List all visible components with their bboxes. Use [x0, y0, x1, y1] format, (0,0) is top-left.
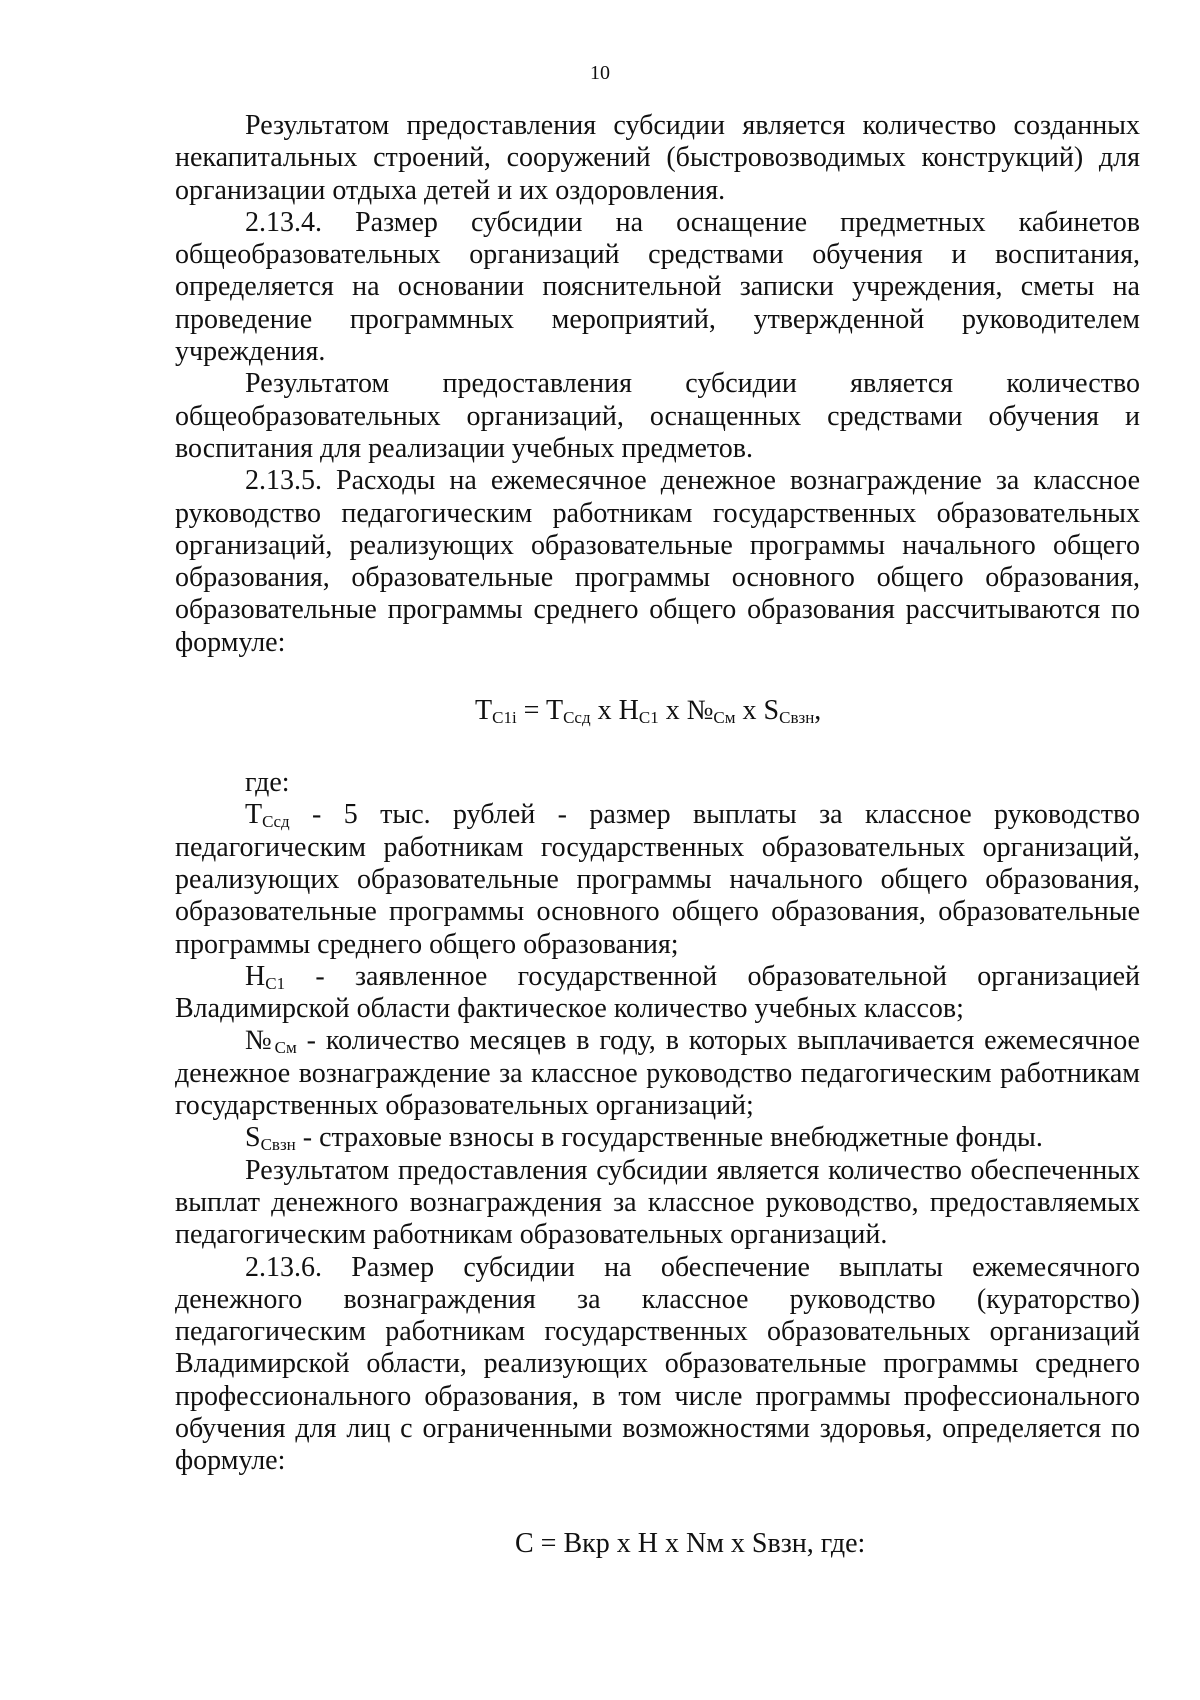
definition-symbol: №	[245, 1025, 275, 1057]
definition-symbol-sub: Свзн	[260, 1135, 296, 1155]
paragraph-result-structures: Результатом предоставления субсидии является количество созданных некапитальных строений, сооружений (быстровозводимых конструкций) для организации отдыха детей и их оздоровления.	[175, 110, 1140, 206]
formula-1-months: №	[686, 695, 714, 727]
formula-1-times: x	[735, 695, 764, 727]
document-body	[175, 110, 1140, 1560]
paragraph-result-payments: Результатом предоставления субсидии является количество обеспеченных выплат денежного вознаграждения за классное руководство, предоставляемых педагогическим работникам образовательных организаций.	[175, 1154, 1140, 1251]
definition-symbol-sub: См	[274, 1038, 297, 1058]
formula-1-term-sub: C1i	[492, 708, 517, 728]
definition-text: - страховые взносы в государственные внебюджетные фонды.	[295, 1122, 1043, 1154]
definition-ncm	[175, 1025, 1140, 1122]
formula-1-rate: T	[545, 695, 564, 727]
formula-1-rate-sub: Cсд	[563, 708, 591, 728]
paragraph-2-13-4: 2.13.4. Размер субсидии на оснащение предметных кабинетов общеобразовательных организаций средствами обучения и воспитания, определяется на основании пояснительной записки учреждения, сметы на проведение программных мероприятий, утвержденной руководителем учреждения.	[175, 206, 1140, 368]
definition-symbol: S	[245, 1122, 261, 1154]
formula-1-times: x	[658, 695, 687, 727]
page-number: 10	[590, 62, 610, 84]
definition-text: - 5 тыс. рублей - размер выплаты за классное руководство педагогическим работникам государственных образовательных организаций, реализующих образовательные программы начального общего образования, образовательные программы основного общего образования, образовательные программы среднего общего образования;	[175, 799, 1140, 960]
definition-scvzn	[175, 1122, 1140, 1154]
paragraph-2-13-5: 2.13.5. Расходы на ежемесячное денежное вознаграждение за классное руководство педагогическим работникам государственных образовательных организаций, реализующих образовательные программы начального общего образования, образовательные программы основного общего образования, образовательные программы среднего общего образования рассчитываются по формуле:	[175, 465, 1140, 658]
formula-1-classes: H	[618, 695, 639, 727]
definition-hc1	[175, 961, 1140, 1026]
formula-1-term: T	[475, 695, 493, 727]
formula-1-months-sub: См	[713, 708, 736, 728]
formula-1	[175, 695, 1140, 727]
definition-symbol: T	[245, 799, 263, 831]
definition-tcsd	[175, 799, 1140, 960]
formula-2: C = Вкр x H x Nм x Sвзн, где:	[515, 1527, 866, 1559]
definition-symbol: H	[245, 960, 266, 992]
definition-symbol-sub: C1	[265, 973, 286, 993]
definition-text: - заявленное государственной образовательной организацией Владимирской области фактическое количество учебных классов;	[175, 960, 1140, 1025]
formula-1-insurance-sub: Свзн	[779, 708, 815, 728]
definition-symbol-sub: Cсд	[262, 812, 290, 832]
formula-1-equals: =	[516, 695, 546, 727]
formula-1-comma: ,	[814, 695, 822, 727]
paragraph-result-equipped: Результатом предоставления субсидии является количество общеобразовательных организаций, оснащенных средствами обучения и воспитания для реализации учебных предметов.	[175, 368, 1140, 464]
formula-1-times: x	[590, 695, 619, 727]
formula-1-classes-sub: C1	[638, 708, 659, 728]
paragraph-2-13-6: 2.13.6. Размер субсидии на обеспечение выплаты ежемесячного денежного вознаграждения за классное руководство (кураторство) педагогическим работникам государственных образовательных организаций Владимирской области, реализующих образовательные программы среднего профессионального образования, в том числе программы профессионального обучения для лиц с ограниченными возможностями здоровья, определяется по формуле:	[175, 1251, 1140, 1477]
definition-text: - количество месяцев в году, в которых выплачивается ежемесячное денежное вознаграждение за классное руководство педагогическим работникам государственных образовательных организаций;	[175, 1025, 1140, 1122]
formula-1-insurance: S	[763, 695, 780, 727]
where-label: где:	[245, 767, 290, 799]
